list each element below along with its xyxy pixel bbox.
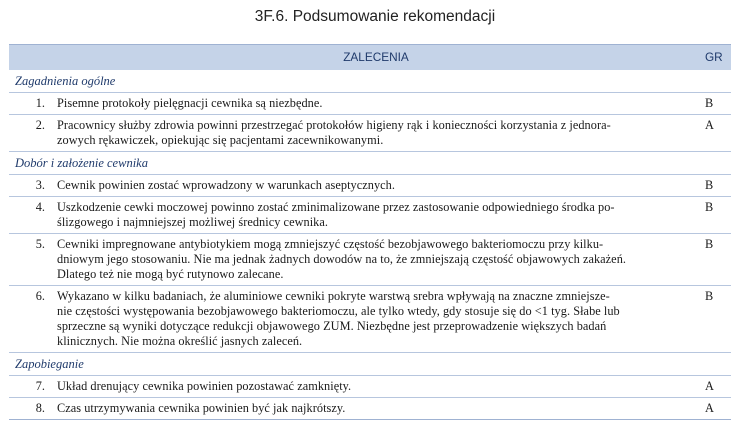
row-number: 8.	[35, 401, 45, 415]
recommendation-line: Czas utrzymywania cewnika powinien być jak najkrótszy.	[57, 401, 346, 415]
grade-value: A	[705, 401, 714, 415]
recommendation-text	[45, 96, 705, 111]
table-row	[9, 376, 731, 398]
recommendation-text	[45, 289, 705, 349]
page-title: 3F.6. Podsumowanie rekomendacji	[254, 8, 496, 25]
grade-value: B	[705, 178, 714, 192]
grade-value: B	[705, 289, 714, 303]
header-recommendations: ZALECENIA	[343, 50, 409, 64]
recommendation-line: ślizgowego i najmniejszej możliwej średnicy cewnika.	[57, 215, 328, 229]
table-row	[9, 398, 731, 420]
recommendation-line: Uszkodzenie cewki moczowej powinno zostać zminimalizowane przez zastosowanie odpowiedniego środka po-	[57, 200, 615, 214]
recommendation-text	[45, 237, 705, 282]
recommendation-text	[45, 401, 705, 416]
recommendation-text	[45, 178, 705, 193]
header-grade: GR	[705, 50, 723, 64]
section-heading: Zapobieganie	[9, 353, 731, 376]
recommendation-line: Pracownicy służby zdrowia powinni przestrzegać protokołów higieny rąk i konieczności korzystania z jednora-	[57, 118, 611, 132]
recommendation-line: nie częstości występowania bezobjawowego bakteriomoczu, ale tylko wtedy, gdy stosuje się do <1 tyg. Słabe lub	[57, 304, 620, 318]
table-row	[9, 234, 731, 286]
table-row	[9, 175, 731, 197]
row-number: 1.	[35, 96, 45, 110]
section-heading: Dobór i założenie cewnika	[9, 152, 731, 175]
recommendation-line: Układ drenujący cewnika powinien pozostawać zamknięty.	[57, 379, 352, 393]
recommendation-line: zowych rękawiczek, opiekując się pacjentami zacewnikowanymi.	[57, 133, 384, 147]
recommendation-line: Cewniki impregnowane antybiotykiem mogą zmniejszyć częstość bezobjawowego bakteriomoczu przy kilku-	[57, 237, 604, 251]
row-number: 6.	[35, 289, 45, 303]
recommendation-text	[45, 200, 705, 230]
recommendation-line: sprzeczne są wyniki dotyczące redukcji objawowego ZUM. Niezbędne jest przeprowadzenie większych badań	[57, 319, 607, 333]
grade-value: A	[705, 379, 714, 393]
recommendation-line: klinicznych. Nie można określić jasnych zaleceń.	[57, 334, 303, 348]
table-row	[9, 286, 731, 353]
table-row	[9, 197, 731, 234]
table-row	[9, 115, 731, 152]
grade-value: B	[705, 237, 714, 251]
section-heading: Zagadnienia ogólne	[9, 70, 731, 93]
recommendation-line: Pisemne protokoły pielęgnacji cewnika są niezbędne.	[57, 96, 323, 110]
recommendation-text	[45, 379, 705, 394]
recommendation-text	[45, 118, 705, 148]
table-body	[9, 70, 731, 420]
row-number: 2.	[35, 118, 45, 132]
recommendation-line: dniowym jego stosowaniu. Nie ma jednak żadnych dowodów na to, że zmniejszają częstość objawowych zakażeń.	[57, 252, 627, 266]
recommendation-line: Dlatego też nie mogą być rutynowo zalecane.	[57, 267, 284, 281]
recommendation-line: Wykazano w kilku badaniach, że aluminiowe cewniki pokryte warstwą srebra wpływają na znaczne zmniejsze-	[57, 289, 610, 303]
grade-value: B	[705, 200, 714, 214]
row-number: 7.	[35, 379, 45, 393]
recommendations-table	[9, 44, 731, 420]
recommendation-line: Cewnik powinien zostać wprowadzony w warunkach aseptycznych.	[57, 178, 395, 192]
table-row	[9, 93, 731, 115]
grade-value: B	[705, 96, 714, 110]
table-header	[9, 44, 731, 70]
row-number: 5.	[35, 237, 45, 251]
row-number: 3.	[35, 178, 45, 192]
row-number: 4.	[35, 200, 45, 214]
grade-value: A	[705, 118, 714, 132]
